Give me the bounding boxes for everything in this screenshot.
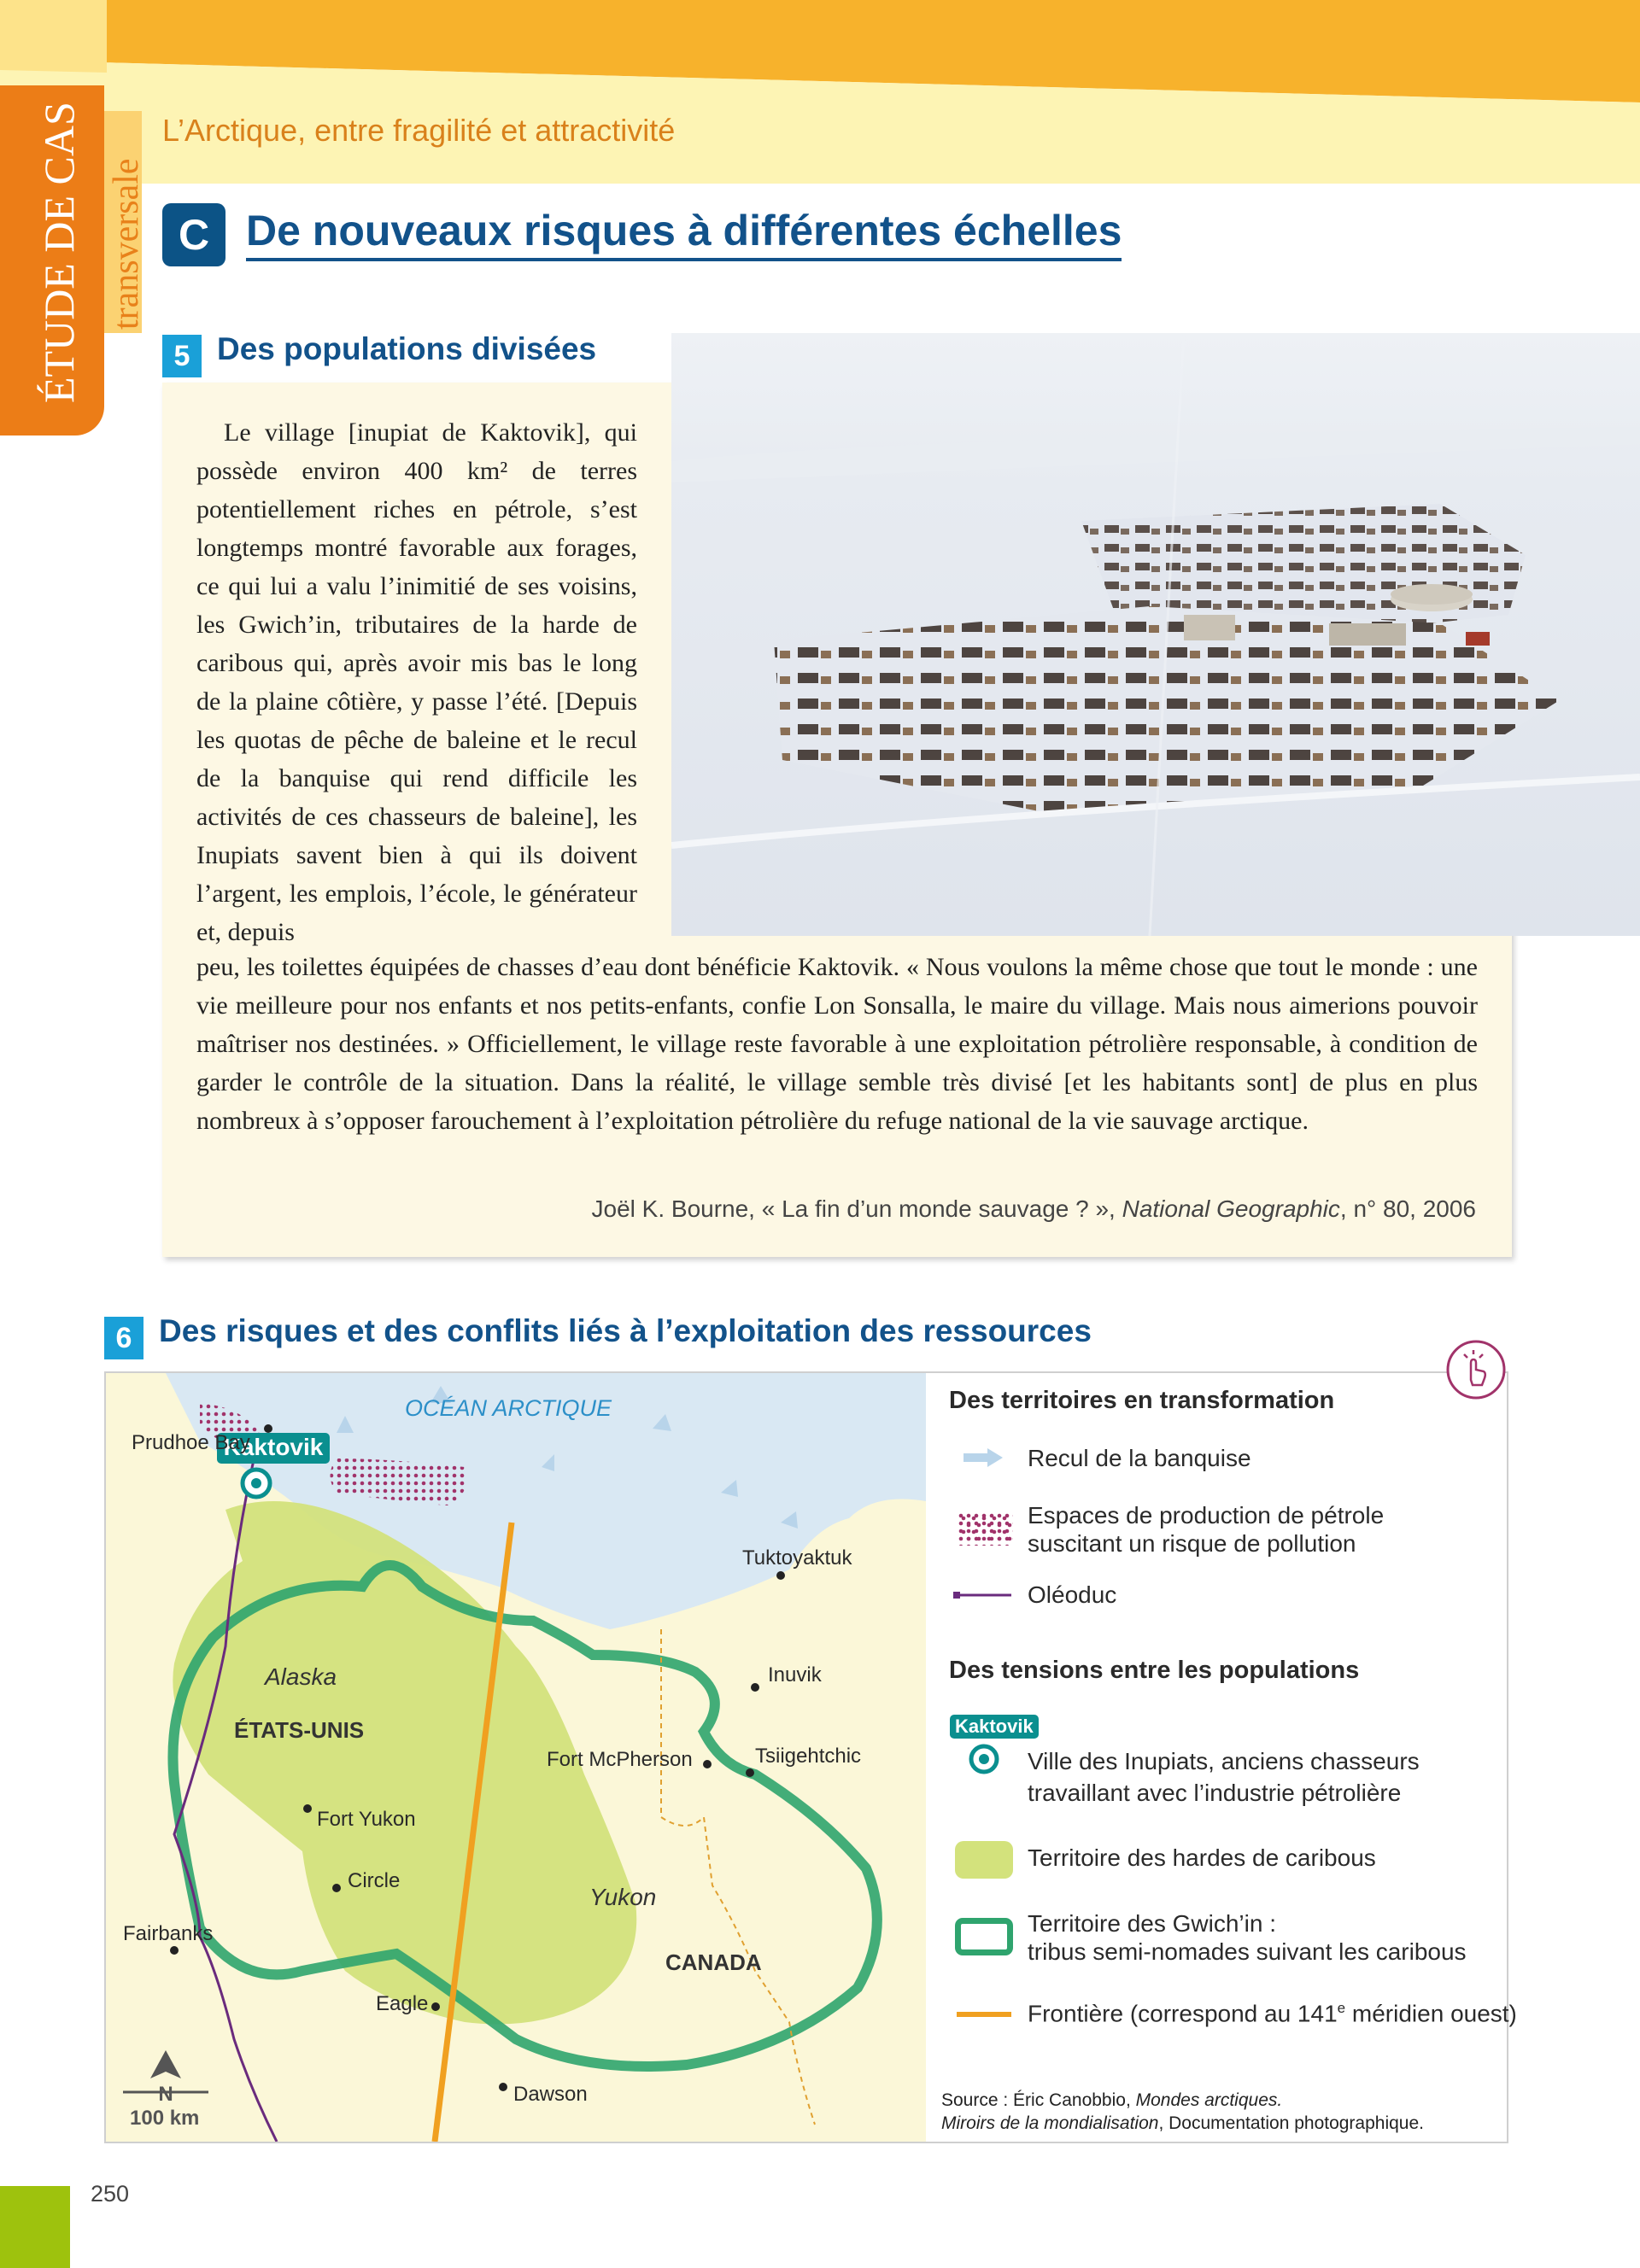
kaktovik-marker-dot xyxy=(251,1478,261,1488)
tab-label-sub: transversale xyxy=(107,158,146,330)
city-dot xyxy=(751,1683,759,1692)
place-label: Inuvik xyxy=(768,1663,822,1686)
city-dot xyxy=(431,2002,440,2011)
source-journal: National Geographic xyxy=(1122,1195,1340,1222)
legend-label-city xyxy=(1028,1745,1420,1809)
ice-arrow-icon xyxy=(964,1447,1003,1469)
city-dot xyxy=(746,1768,754,1777)
map-source xyxy=(941,2089,1424,2135)
page-number: 250 xyxy=(91,2181,130,2207)
page-corner-band xyxy=(0,2186,70,2268)
source-publisher: , Documentation photographique. xyxy=(1158,2113,1425,2133)
legend-text: Frontière (correspond au 141 xyxy=(1028,2000,1338,2027)
legend-label: Territoire des hardes de caribous xyxy=(1028,1844,1376,1871)
legend-line: Espaces de production de pétrole xyxy=(1028,1502,1385,1529)
legend-heading: Des tensions entre les populations xyxy=(949,1657,1360,1684)
legend-label-gwichin xyxy=(1028,1909,1467,1966)
city-dot xyxy=(264,1424,272,1433)
scale-label: 100 km xyxy=(130,2107,200,2130)
superscript: e xyxy=(1337,2000,1346,2016)
arctic-map xyxy=(106,1373,926,2142)
document-text-bottom: peu, les toilettes équipées de chasses d’eau dont bénéficie Kaktovik. « Nous voulons la même chose que tout le monde : une vie meilleure pour nos enfants et nos petits-enfants, confie Lon Sonsalla, le maire du village. Mais nous aimerions pouvoir maîtriser nos destinées. » Officiellement, le village reste favorable à une exploitation pétrolière responsable, à condition de garder le contrôle de la situation. Dans la réalité, le village semble très divisé [et les habitants sont] de plus en plus nombreux à s’opposer farouchement à l’exploitation pétrolière du refuge national de la vie sauvage arctique. xyxy=(196,953,1478,1135)
city-dot xyxy=(499,2083,507,2091)
place-label: Eagle xyxy=(376,1992,429,2015)
gwichin-swatch xyxy=(955,1918,1013,1955)
place-label: Fairbanks xyxy=(123,1922,214,1945)
city-dot xyxy=(303,1804,312,1813)
ocean-label: OCÉAN ARCTIQUE xyxy=(405,1395,612,1421)
place-label: Prudhoe Bay xyxy=(132,1431,250,1454)
place-label: Dawson xyxy=(513,2083,588,2106)
country-label: ÉTATS-UNIS xyxy=(234,1717,365,1743)
source-author: Joël K. Bourne, « La fin d’un monde sauvage ? », xyxy=(591,1195,1122,1222)
legend-label: Recul de la banquise xyxy=(1028,1445,1251,1471)
header-band xyxy=(0,0,1640,184)
city-dot xyxy=(170,1946,179,1955)
caribou-swatch xyxy=(955,1841,1013,1879)
legend-line: Territoire des Gwich’in : xyxy=(1028,1910,1276,1937)
city-dot xyxy=(776,1571,785,1580)
legend-heading: Des territoires en transformation xyxy=(949,1387,1335,1414)
document-number: 6 xyxy=(104,1317,144,1359)
legend-label: Oléoduc xyxy=(1028,1581,1117,1608)
source-series: Miroirs de la mondialisation xyxy=(941,2113,1159,2133)
section-letter-badge: C xyxy=(162,203,226,266)
legend-line: Ville des Inupiats, anciens chasseurs xyxy=(1028,1748,1420,1774)
legend-label-border xyxy=(1028,2000,1517,2027)
document-number: 5 xyxy=(162,335,202,377)
legend-kaktovik-badge: Kaktovik xyxy=(950,1715,1039,1739)
chapter-title: L’Arctique, entre fragilité et attractivité xyxy=(162,113,676,148)
document-title: Des populations divisées xyxy=(217,331,597,366)
oil-pattern-icon xyxy=(958,1513,1013,1546)
document-title: Des risques et des conflits liés à l’exploitation des ressources xyxy=(159,1313,1092,1348)
legend-line: suscitant un risque de pollution xyxy=(1028,1530,1356,1557)
document-text-top: Le village [inupiat de Kaktovik], qui possède environ 400 km² de terres potentiellement riches en pétrole, s’est longtemps montré favorable aux forages, ce qui lui a valu l’inimitié de ses voisins, les Gwich’in, tributaires de la harde de caribous qui, après avoir mis bas le long de la plaine côtière, y passe l’été. [Depuis les quotas de pêche de baleine et le recul de la banquise qui rend difficile les activités de ces chasseurs de baleine], les Inupiats savent bien à qui ils doivent l’argent, les emplois, l’école, le générateur et, depuis xyxy=(196,418,637,946)
border-swatch xyxy=(957,2012,1011,2017)
place-label: Fort Yukon xyxy=(317,1808,416,1831)
document-source xyxy=(196,1195,1476,1223)
region-label: Alaska xyxy=(265,1663,337,1690)
legend-line: travaillant avec l’industrie pétrolière xyxy=(1028,1780,1402,1806)
legend-line: tribus semi-nomades suivant les caribous xyxy=(1028,1938,1467,1965)
section-title: De nouveaux risques à différentes échelles xyxy=(246,205,1122,261)
place-label: Fort McPherson xyxy=(547,1748,693,1771)
city-marker-icon xyxy=(967,1742,1001,1776)
legend-text: méridien ouest) xyxy=(1345,2000,1517,2027)
tab-label-main: ÉTUDE DE CAS xyxy=(35,102,83,403)
interactive-hand-icon[interactable] xyxy=(1445,1339,1507,1400)
north-label: N xyxy=(158,2083,173,2106)
place-label: Tuktoyaktuk xyxy=(742,1546,852,1569)
kaktovik-aerial-photo xyxy=(671,333,1640,936)
pipeline-icon xyxy=(953,1590,1011,1600)
source-issue: , n° 80, 2006 xyxy=(1339,1195,1476,1222)
source-book: Mondes arctiques. xyxy=(1135,2090,1283,2110)
region-label: Yukon xyxy=(589,1884,657,1910)
place-label: Tsiigehtchic xyxy=(755,1745,862,1768)
source-prefix: Source : Éric Canobbio, xyxy=(941,2090,1136,2110)
city-dot xyxy=(332,1884,341,1892)
city-dot xyxy=(703,1760,712,1768)
country-label: CANADA xyxy=(665,1949,762,1975)
legend-label-oil xyxy=(1028,1501,1384,1558)
kaktovik-label: Kaktovik xyxy=(223,1434,324,1460)
place-label: Circle xyxy=(348,1869,401,1892)
